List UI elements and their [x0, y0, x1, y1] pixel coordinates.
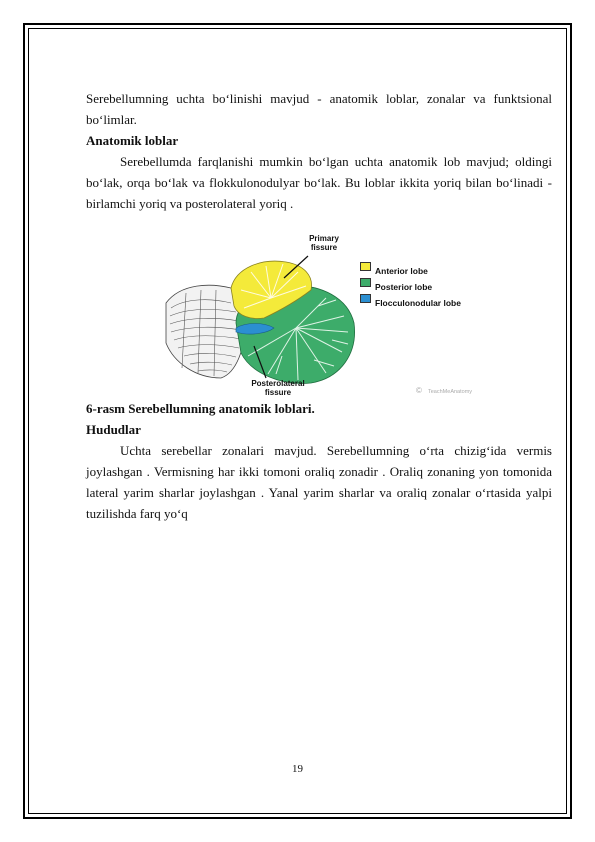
zones-paragraph: Uchta serebellar zonalari mavjud. Serebellumning o‘rta chizig‘ida vermis joylashgan . Vermisning har ikki tomoni oraliq zonadir . Oraliq zonaning yon tomonida lateral yarim sharlar joylashgan . Yanal yarim sharlar va oraliq zonalar o‘rtasida yalpi tuzilishda farq yo‘q [86, 443, 552, 521]
section-heading-anatomical-lobes: Anatomik loblar [86, 133, 179, 148]
section-heading-zones: Hududlar [86, 422, 141, 437]
page-number: 19 [292, 763, 303, 775]
cerebellum-figure [86, 228, 552, 398]
legend-swatch-posterior [360, 278, 371, 287]
intro-paragraph: Serebellumning uchta bo‘linishi mavjud - anatomik loblar, zonalar va funktsional bo‘limlar. [86, 91, 552, 127]
page-content [86, 88, 552, 524]
anatomical-lobes-paragraph: Serebellumda farqlanishi mumkin bo‘lgan uchta anatomik lob mavjud; oldingi bo‘lak, orqa bo‘lak va flokkulonodulyar bo‘lak. Bu loblar ikkita yoriq bilan bo‘linadi - birlamchi yoriq va posterolateral yoriq . [86, 154, 552, 211]
primary-fissure-label: Primary fissure [309, 234, 339, 252]
legend-posterior-lobe: Posterior lobe [375, 282, 433, 292]
copyright-icon: © [416, 386, 422, 395]
cerebellum-illustration [86, 228, 552, 398]
legend-flocculonodular-lobe: Flocculonodular lobe [375, 298, 461, 308]
watermark-text: TeachMeAnatomy [428, 389, 473, 395]
legend-swatch-flocculonodular [360, 294, 371, 303]
figure-caption: 6-rasm Serebellumning anatomik loblari. [86, 401, 315, 416]
legend-anterior-lobe: Anterior lobe [375, 266, 428, 276]
posterolateral-fissure-label: Posterolateral fissure [251, 379, 305, 397]
legend-swatch-anterior [360, 262, 371, 271]
